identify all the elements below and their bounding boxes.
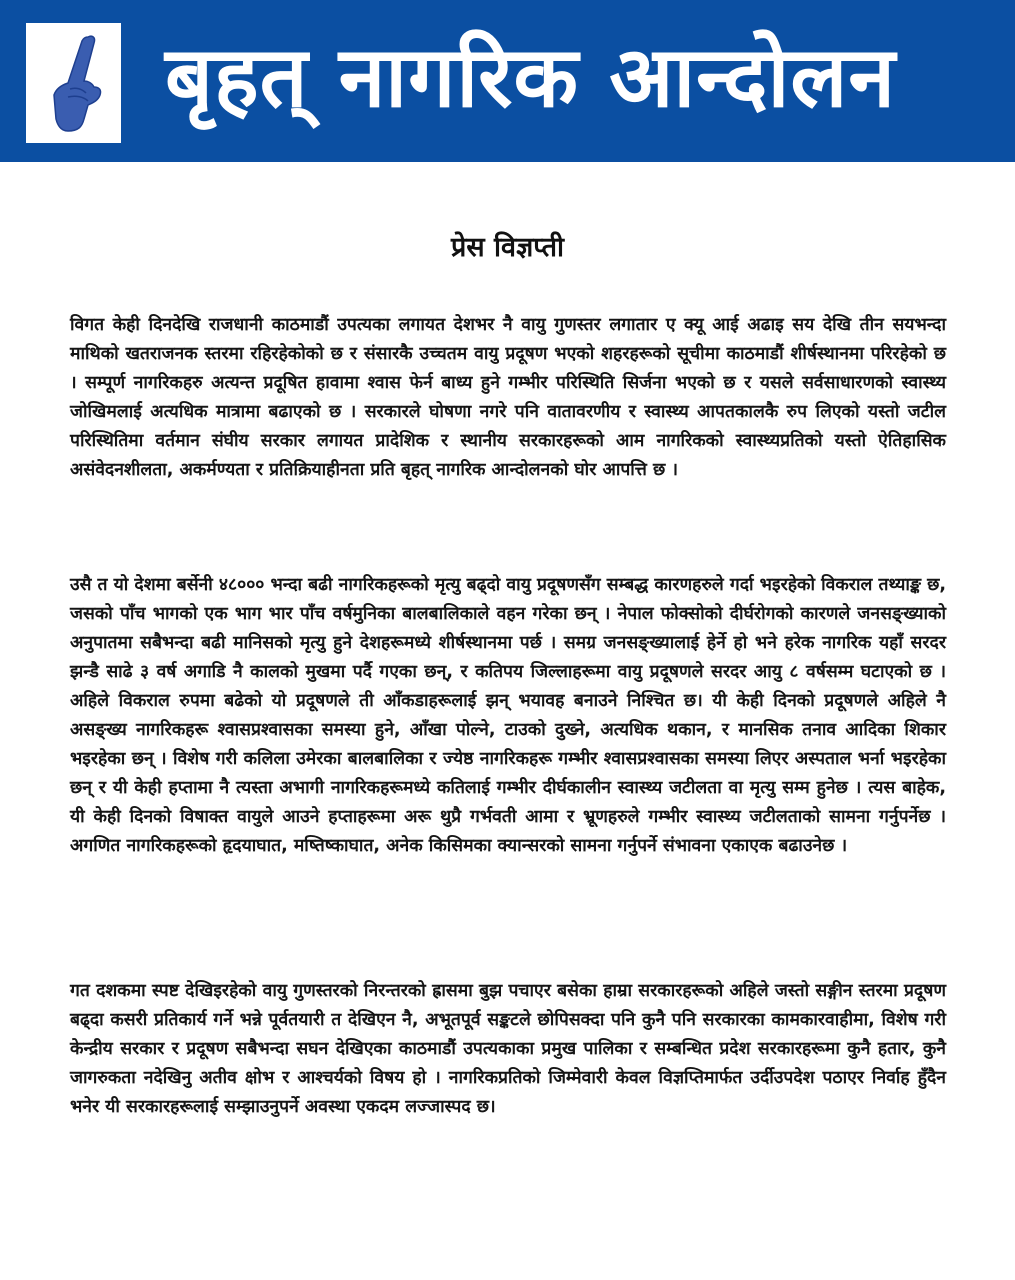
paragraph: उसै त यो देशमा बर्सेनी ४८००० भन्दा बढी नागरिकहरूको मृत्यु बढ्दो वायु प्रदूषणसँग सम्बद्ध कारणहरुले गर्दा भइरहेको विकराल तथ्याङ्क छ, जसको पाँच भागको एक भाग भार पाँच वर्षमुनिका बालबालिकाले वहन गरेका छन् । नेपाल फोक्सोको दीर्घरोगको कारणले जनसङ्ख्याको अनुपातमा सबैभन्दा बढी मानिसको मृत्यु हुने देशहरूमध्ये शीर्षस्थानमा पर्छ । समग्र जनसङ्ख्यालाई हेर्ने हो भने हरेक नागरिक यहाँ सरदर झन्डै साढे ३ वर्ष अगाडि नै कालको मुखमा पर्दै गएका छन्, र कतिपय जिल्लाहरूमा वायु प्रदूषणले सरदर आयु ८ वर्षसम्म घटाएको छ । अहिले विकराल रुपमा बढेको यो प्रदूषणले ती आँकडाहरूलाई झन् भयावह बनाउने निश्चित छ। यी केही दिनको प्रदूषणले अहिले नै असङ्ख्य नागरिकहरू श्वासप्रश्वासका समस्या हुने, आँखा पोल्ने, टाउको दुख्ने, अत्यधिक थकान, र मानसिक तनाव आदिका शिकार भइरहेका छन् । विशेष गरी कलिला उमेरका बालबालिका र ज्येष्ठ नागरिकहरू गम्भीर श्वासप्रश्वासका समस्या लिएर अस्पताल भर्ना भइरहेका छन् र यी केही हप्तामा नै त्यस्ता अभागी नागरिकहरूमध्ये कतिलाई गम्भीर दीर्घकालीन स्वास्थ्य जटीलता वा मृत्यु सम्म हुनेछ । त्यस बाहेक, यी केही दिनको विषाक्त वायुले आउने हप्ताहरूमा अरू थुप्रै गर्भवती आमा र भ्रूणहरुले गम्भीर स्वास्थ्य जटीलताको सामना गर्नुपर्नेछ । अगणित नागरिकहरूको हृदयाघात, मष्तिष्काघात, अनेक किसिमका क्यान्सरको सामना गर्नुपर्ने संभावना एकाएक बढाउनेछ । xyxy=(70,575,946,856)
header-banner xyxy=(0,0,1015,162)
logo xyxy=(26,23,121,143)
paragraph: विगत केही दिनदेखि राजधानी काठमाडौं उपत्यका लगायत देशभर नै वायु गुणस्तर लगातार ए क्यू आई अढाइ सय देखि तीन सयभन्दा माथिको खतराजनक स्तरमा रहिरहेकोको छ र संसारकै उच्चतम वायु प्रदूषण भएको शहरहरूको सूचीमा काठमाडौं शीर्षस्थानमा परिरहेको छ । सम्पूर्ण नागरिकहरु अत्यन्त प्रदूषित हावामा श्वास फेर्न बाध्य हुने गम्भीर परिस्थिति सिर्जना भएको छ र यसले सर्वसाधारणको स्वास्थ्य जोखिमलाई अत्यधिक मात्रामा बढाएको छ । सरकारले घोषणा नगरे पनि वातावरणीय र स्वास्थ्य आपतकालकै रुप लिएको यस्तो जटील परिस्थितिमा वर्तमान संघीय सरकार लगायत प्रादेशिक र स्थानीय सरकारहरूको आम नागरिकको स्वास्थ्यप्रतिको यस्तो ऐतिहासिक असंवेदनशीलता, अकर्मण्यता र प्रतिक्रियाहीनता प्रति बृहत् नागरिक आन्दोलनको घोर आपत्ति छ । xyxy=(70,315,946,480)
paragraph: गत दशकमा स्पष्ट देखिइरहेको वायु गुणस्तरको निरन्तरको ह्रासमा बुझ पचाएर बसेका हाम्रा सरकारहरूको अहिले जस्तो सङ्गीन स्तरमा प्रदूषण बढ्दा कसरी प्रतिकार्य गर्ने भन्ने पूर्वतयारी त देखिएन नै, अभूतपूर्व सङ्कटले छोपिसक्दा पनि कुनै पनि सरकारका कामकारवाहीमा, विशेष गरी केन्द्रीय सरकार र प्रदूषण सबैभन्दा सघन देखिएका काठमाडौं उपत्यकाका प्रमुख पालिका र सम्बन्धित प्रदेश सरकारहरूमा कुनै हतार, कुनै जागरुकता नदेखिनु अतीव क्षोभ र आश्चर्यको विषय हो । नागरिकप्रतिको जिम्मेवारी केवल विज्ञप्तिमार्फत उर्दीउपदेश पठाएर निर्वाह हुँदैन भनेर यी सरकारहरूलाई सम्झाउनुपर्ने अवस्था एकदम लज्जास्पद छ। xyxy=(70,981,946,1117)
pointing-hand-icon xyxy=(26,23,121,143)
page-title: प्रेस विज्ञप्ती xyxy=(450,232,565,263)
organization-name: बृहत् नागरिक आन्दोलन xyxy=(165,28,896,126)
